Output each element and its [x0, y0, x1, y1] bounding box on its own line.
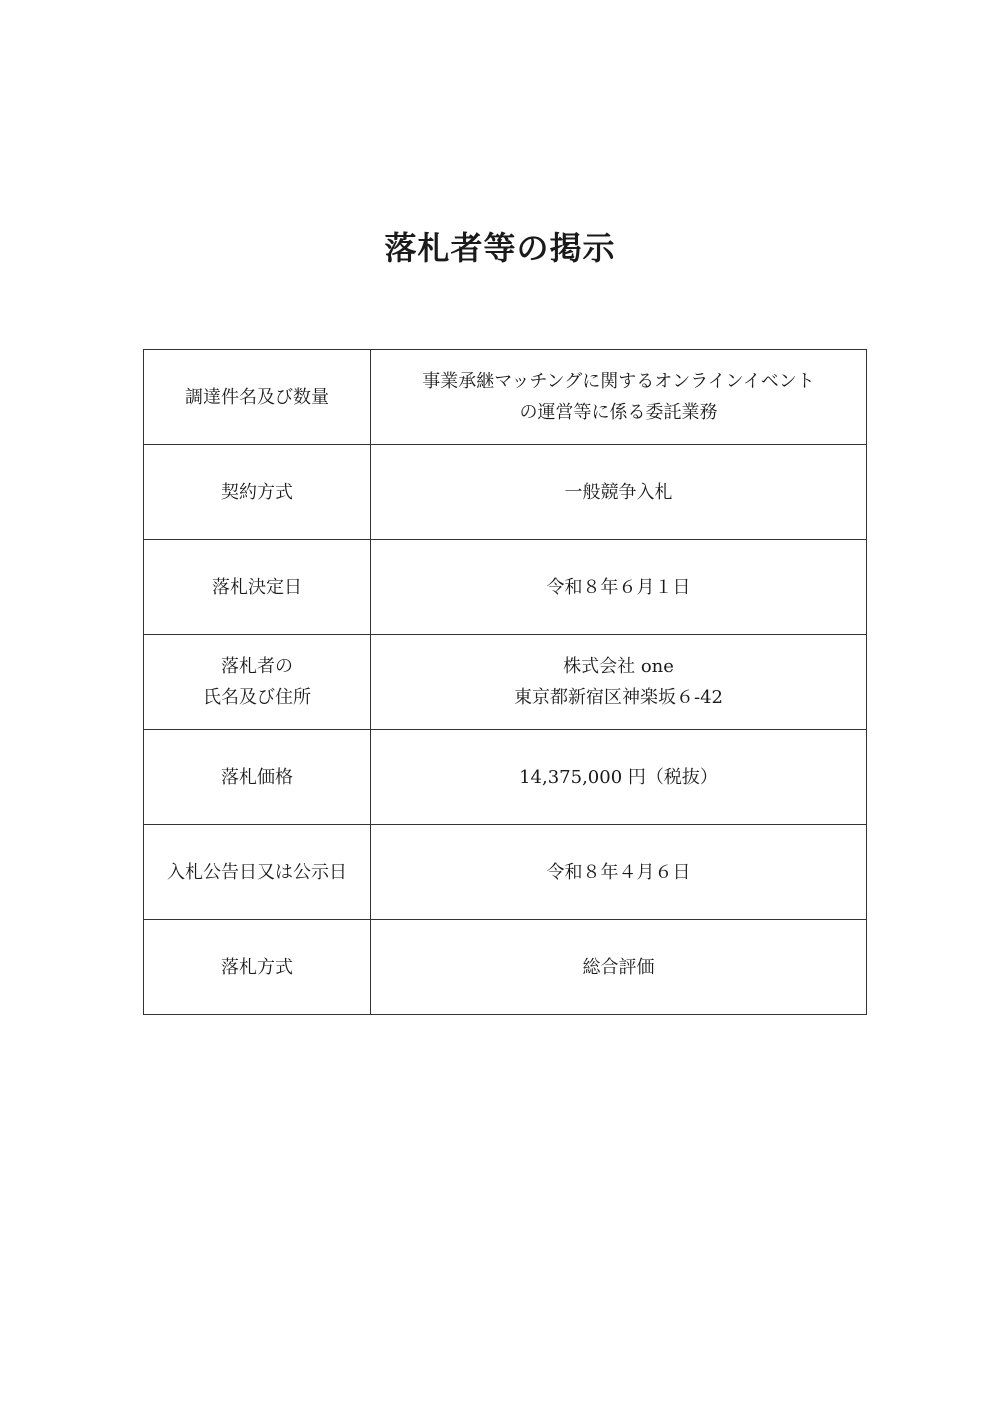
row-label — [144, 635, 371, 730]
table-row-award-date — [144, 540, 867, 635]
row-label — [144, 730, 371, 825]
label-text: 契約方式 — [221, 481, 293, 503]
table-row-award-price — [144, 730, 867, 825]
document-title: 落札者等の掲示 — [384, 229, 616, 268]
row-label — [144, 445, 371, 540]
table-row-contract-method — [144, 445, 867, 540]
row-label — [144, 920, 371, 1015]
value-text: 令和８年６月１日 — [546, 576, 691, 598]
label-text: 調達件名及び数量 — [185, 386, 329, 408]
table-row-winner — [144, 635, 867, 730]
value-text: 事業承継マッチングに関するオンラインイベント — [422, 371, 815, 392]
value-text: 14,375,000 円（税抜） — [519, 766, 718, 788]
label-text: 落札決定日 — [212, 576, 302, 598]
award-notice-table — [143, 349, 867, 1015]
label-text: 氏名及び住所 — [203, 687, 311, 708]
label-text: 落札価格 — [221, 766, 293, 788]
row-label — [144, 350, 371, 445]
value-text: 東京都新宿区神楽坂６-42 — [514, 687, 723, 708]
value-text: 令和８年４月６日 — [546, 861, 691, 883]
value-text: 総合評価 — [582, 956, 655, 978]
label-text: 落札者の — [221, 656, 293, 677]
row-value — [371, 730, 867, 825]
table-row-procurement-name — [144, 350, 867, 445]
table-row-award-method — [144, 920, 867, 1015]
row-value — [371, 445, 867, 540]
table-row-announcement-date — [144, 825, 867, 920]
row-value — [371, 920, 867, 1015]
row-value — [371, 350, 867, 445]
row-value — [371, 825, 867, 920]
row-value — [371, 635, 867, 730]
value-text: 株式会社 one — [563, 656, 674, 677]
row-label — [144, 825, 371, 920]
label-text: 入札公告日又は公示日 — [167, 861, 347, 883]
value-text: の運営等に係る委託業務 — [519, 402, 718, 423]
value-text: 一般競争入札 — [564, 481, 673, 503]
row-label — [144, 540, 371, 635]
label-text: 落札方式 — [221, 956, 293, 978]
row-value — [371, 540, 867, 635]
